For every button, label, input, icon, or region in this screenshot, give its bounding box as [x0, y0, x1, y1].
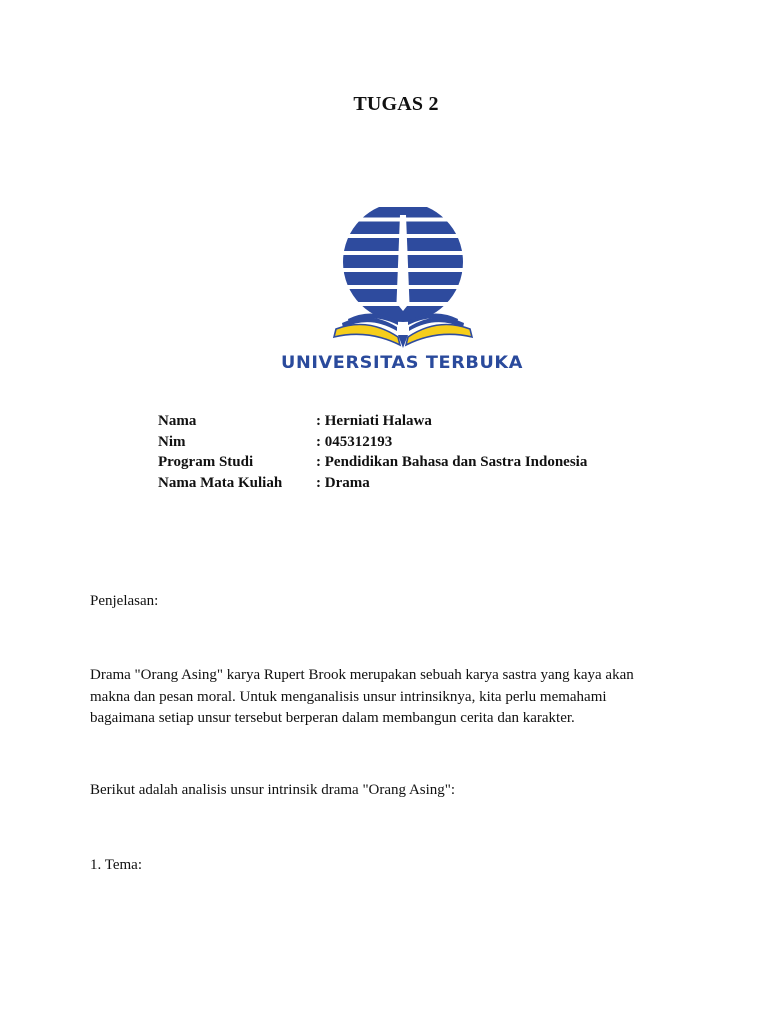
- info-value: : 045312193: [316, 433, 393, 450]
- info-value: : Drama: [316, 474, 370, 491]
- info-row-name: [158, 411, 587, 432]
- info-label: Nim: [158, 433, 186, 450]
- info-label: Nama Mata Kuliah: [158, 474, 283, 491]
- info-row-program: [158, 452, 587, 473]
- explanation-label: Penjelasan:: [90, 593, 159, 609]
- page-title: TUGAS 2: [353, 93, 439, 115]
- student-info-table: [158, 411, 587, 493]
- analysis-intro: Berikut adalah analisis unsur intrinsik drama "Orang Asing":: [90, 782, 456, 798]
- info-row-course: [158, 473, 587, 494]
- university-logo: [276, 207, 528, 375]
- info-label: Program Studi: [158, 454, 254, 471]
- info-value: : Herniati Halawa: [316, 413, 432, 429]
- info-row-nim: [158, 432, 587, 453]
- list-item-theme: 1. Tema:: [90, 857, 142, 873]
- svg-text:UNIVERSITAS TERBUKA: UNIVERSITAS TERBUKA: [281, 353, 524, 373]
- intro-paragraph: Drama "Orang Asing" karya Rupert Brook merupakan sebuah karya sastra yang kaya akan makna dan pesan moral. Untuk menganalisis unsur intrinsiknya, kita perlu memahami bagaimana setiap unsur tersebut berperan dalam membangun cerita dan karakter.: [90, 667, 634, 726]
- info-label: Nama: [158, 413, 197, 429]
- info-value: : Pendidikan Bahasa dan Sastra Indonesia: [316, 454, 588, 471]
